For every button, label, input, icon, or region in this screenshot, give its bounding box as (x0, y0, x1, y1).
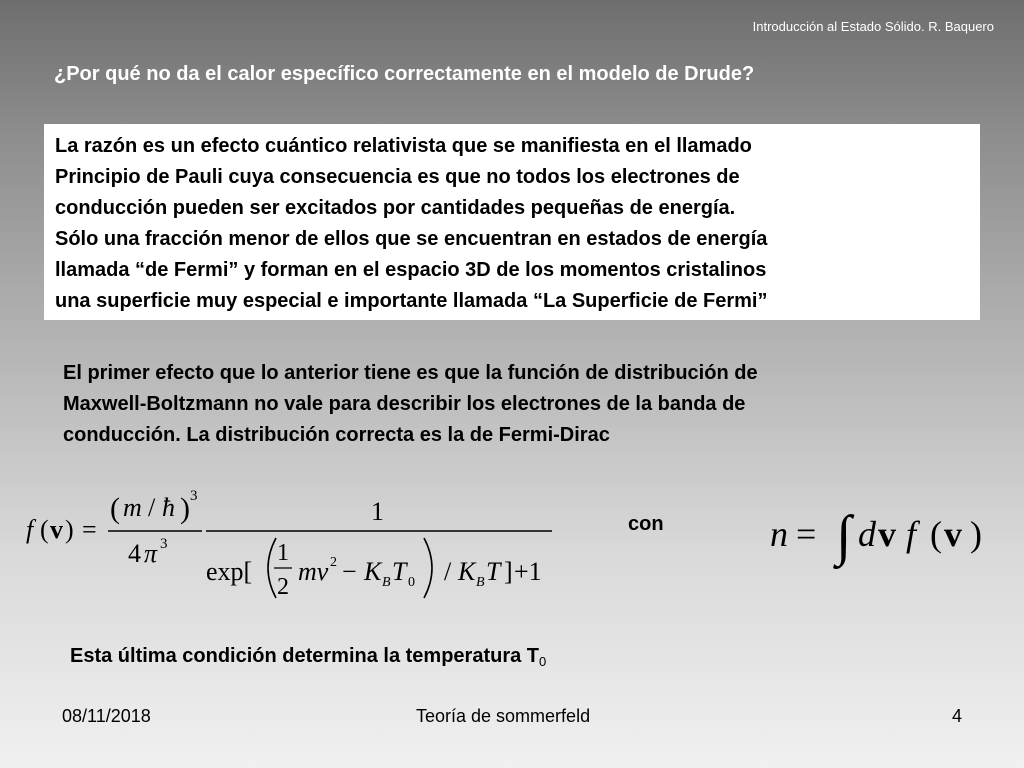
integral-equals: = (796, 514, 817, 554)
formula-sub-b: B (476, 575, 485, 590)
formula-equals: = (82, 515, 97, 544)
integral-v: v (878, 514, 896, 554)
formula-big-paren (424, 538, 432, 598)
density-integral (762, 490, 1002, 580)
explanation-box (44, 124, 980, 320)
formula-slash: / (148, 493, 156, 522)
formula-square: 2 (330, 555, 337, 570)
box-line: una superficie muy especial e importante llamada “La Superficie de Fermi” (55, 290, 768, 312)
formula-exponent: 3 (190, 488, 198, 504)
fermi-dirac-formula (20, 478, 580, 608)
box-line: Principio de Pauli cuya consecuencia es que no todos los electrones de (55, 166, 740, 188)
integral-v: v (944, 514, 962, 554)
slide-title: ¿Por qué no da el calor específico correctamente en el modelo de Drude? (54, 63, 755, 85)
integral-sign: ∫ (836, 505, 852, 567)
distribution-paragraph (63, 358, 758, 451)
formula-v: v (50, 515, 63, 544)
formula-t: T (392, 557, 407, 586)
formula-sub-0: 0 (408, 575, 415, 590)
formula-one: 1 (371, 497, 384, 526)
formula-k: K (458, 557, 476, 586)
formula-pi: π (144, 539, 158, 568)
formula-plus-one: +1 (514, 557, 542, 586)
final-statement (70, 645, 546, 669)
box-line: conducción pueden ser excitados por cantidades pequeñas de energía. (55, 197, 736, 219)
formula-paren: ) (180, 492, 190, 525)
integral-n: n (770, 514, 788, 554)
header-credit: Introducción al Estado Sólido. R. Baquero (752, 19, 994, 34)
page-number: 4 (952, 706, 963, 726)
formula-paren: ( (110, 492, 120, 525)
formula-half-num: 1 (277, 540, 289, 566)
formula-exp: exp[ (206, 557, 253, 586)
integral-paren: ) (970, 514, 982, 554)
formula-paren: ( (40, 515, 49, 544)
formula-f: f (26, 515, 34, 544)
formula-t: T (486, 557, 501, 586)
formula-m: m (123, 493, 142, 522)
para-line: Maxwell-Boltzmann no vale para describir los electrones de la banda de (63, 393, 746, 415)
formula-minus: − (342, 557, 357, 586)
box-line: Sólo una fracción menor de ellos que se encuentran en estados de energía (55, 228, 768, 250)
final-text: Esta última condición determina la temperatura T (70, 645, 540, 667)
final-subscript: 0 (539, 654, 547, 669)
box-line: La razón es un efecto cuántico relativista que se manifiesta en el llamado (55, 135, 752, 157)
con-label: con (628, 513, 664, 535)
para-line: El primer efecto que lo anterior tiene es que la función de distribución de (63, 362, 758, 384)
formula-hbar: ħ (162, 493, 175, 522)
formula-mv: mv (298, 557, 329, 586)
formula-four: 4 (128, 539, 141, 568)
formula-bracket: ] (504, 557, 513, 586)
formula-half-den: 2 (277, 574, 289, 600)
integral-f: f (906, 514, 917, 554)
formula-slash: / (444, 557, 452, 586)
formula-exponent: 3 (160, 536, 168, 552)
footer-title: Teoría de sommerfeld (416, 706, 591, 726)
formula-paren: ) (65, 515, 74, 544)
formula-sub-b: B (382, 575, 391, 590)
box-line: llamada “de Fermi” y forman en el espacio 3D de los momentos cristalinos (55, 259, 767, 281)
para-line: conducción. La distribución correcta es la de Fermi-Dirac (63, 424, 610, 446)
integral-paren: ( (930, 514, 942, 554)
integral-d: d (858, 514, 876, 554)
footer-date: 08/11/2018 (62, 706, 151, 726)
formula-k: K (364, 557, 382, 586)
